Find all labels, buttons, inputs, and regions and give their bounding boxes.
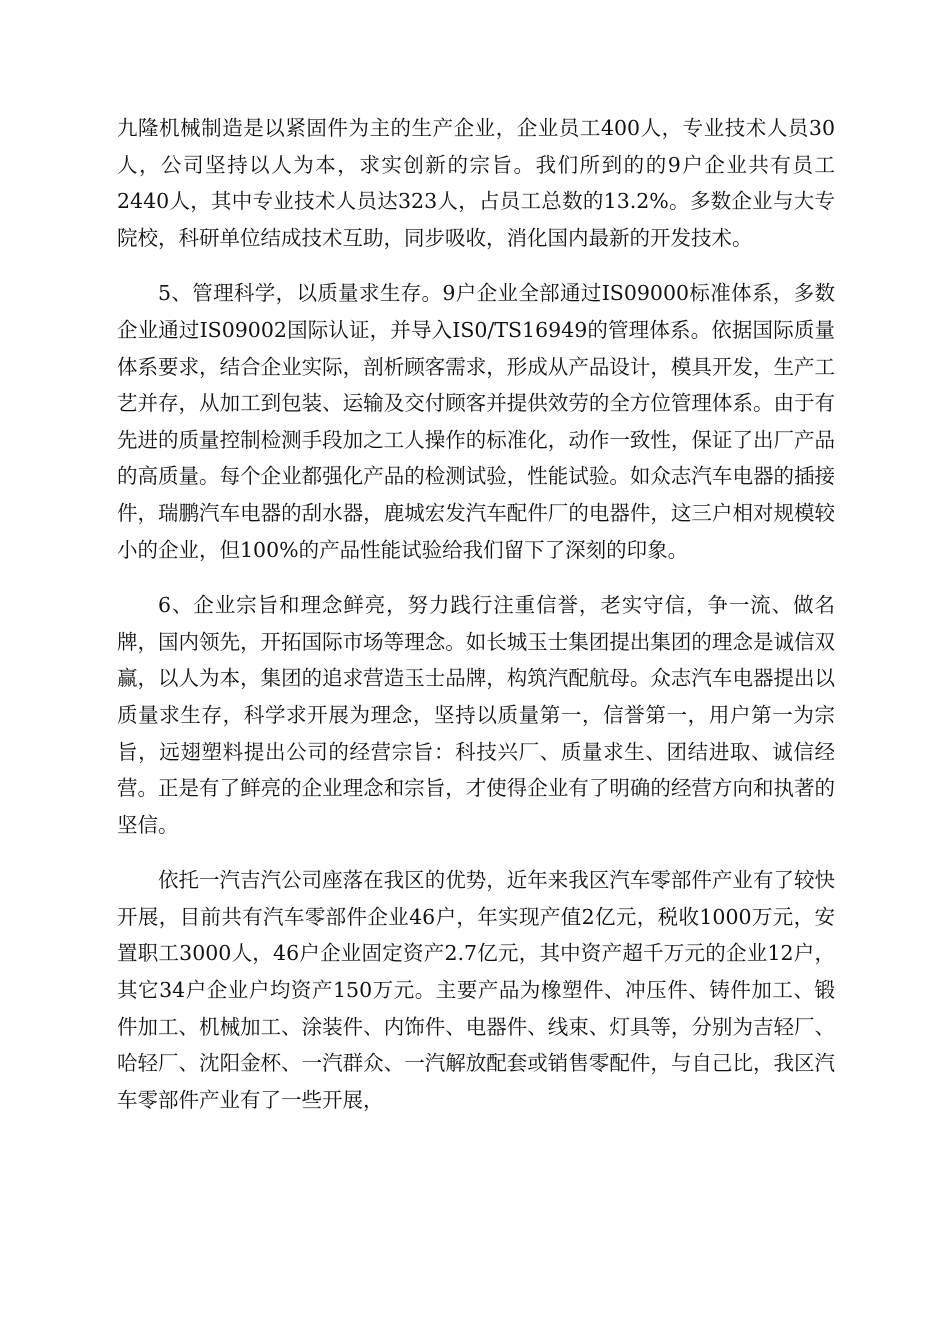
paragraph-1: 九隆机械制造是以紧固件为主的生产企业，企业员工400人，专业技术人员30人，公司坚持以人为本，求实创新的宗旨。我们所到的的9户企业共有员工2440人，其中专业技术人员达323人，占员工总数的13.2%。多数企业与大专院校，科研单位结成技术互助，同步吸收，消化国内最新的开发技术。	[117, 116, 835, 250]
document-body	[117, 110, 835, 1137]
paragraph-3: 6、企业宗旨和理念鲜亮，努力践行注重信誉，老实守信，争一流、做名牌，国内领先，开拓国际市场等理念。如长城玉士集团提出集团的理念是诚信双赢，以人为本，集团的追求营造玉士品牌，构筑汽配航母。众志汽车电器提出以质量求生存，科学求开展为理念，坚持以质量第一，信誉第一，用户第一为宗旨，远翅塑料提出公司的经营宗旨：科技兴厂、质量求生、团结进取、诚信经营。正是有了鲜亮的企业理念和宗旨，才使得企业有了明确的经营方向和执著的坚信。	[117, 593, 835, 837]
paragraph-2: 5、管理科学，以质量求生存。9户企业全部通过IS09000标准体系，多数企业通过IS09002国际认证，并导入IS0/TS16949的管理体系。依据国际质量体系要求，结合企业实际，剖析顾客需求，形成从产品设计，模具开发，生产工艺并存，从加工到包装、运输及交付顾客并提供效劳的全方位管理体系。由于有先进的质量控制检测手段加之工人操作的标准化，动作一致性，保证了出厂产品的高质量。每个企业都强化产品的检测试验，性能试验。如众志汽车电器的插接件，瑞鹏汽车电器的刮水器，鹿城宏发汽车配件厂的电器件，这三户相对规模较小的企业，但100%的产品性能试验给我们留下了深刻的印象。	[117, 281, 835, 562]
paragraph-4: 依托一汽吉汽公司座落在我区的优势，近年来我区汽车零部件产业有了较快开展，目前共有汽车零部件企业46户，年实现产值2亿元，税收1000万元，安置职工3000人，46户企业固定资产2.7亿元，其中资产超千万元的企业12户，其它34户企业户均资产150万元。主要产品为橡塑件、冲压件、铸件加工、锻件加工、机械加工、涂装件、内饰件、电器件、线束、灯具等，分别为吉轻厂、哈轻厂、沈阳金杯、一汽群众、一汽解放配套或销售零配件，与自己比，我区汽车零部件产业有了一些开展，	[117, 868, 835, 1112]
